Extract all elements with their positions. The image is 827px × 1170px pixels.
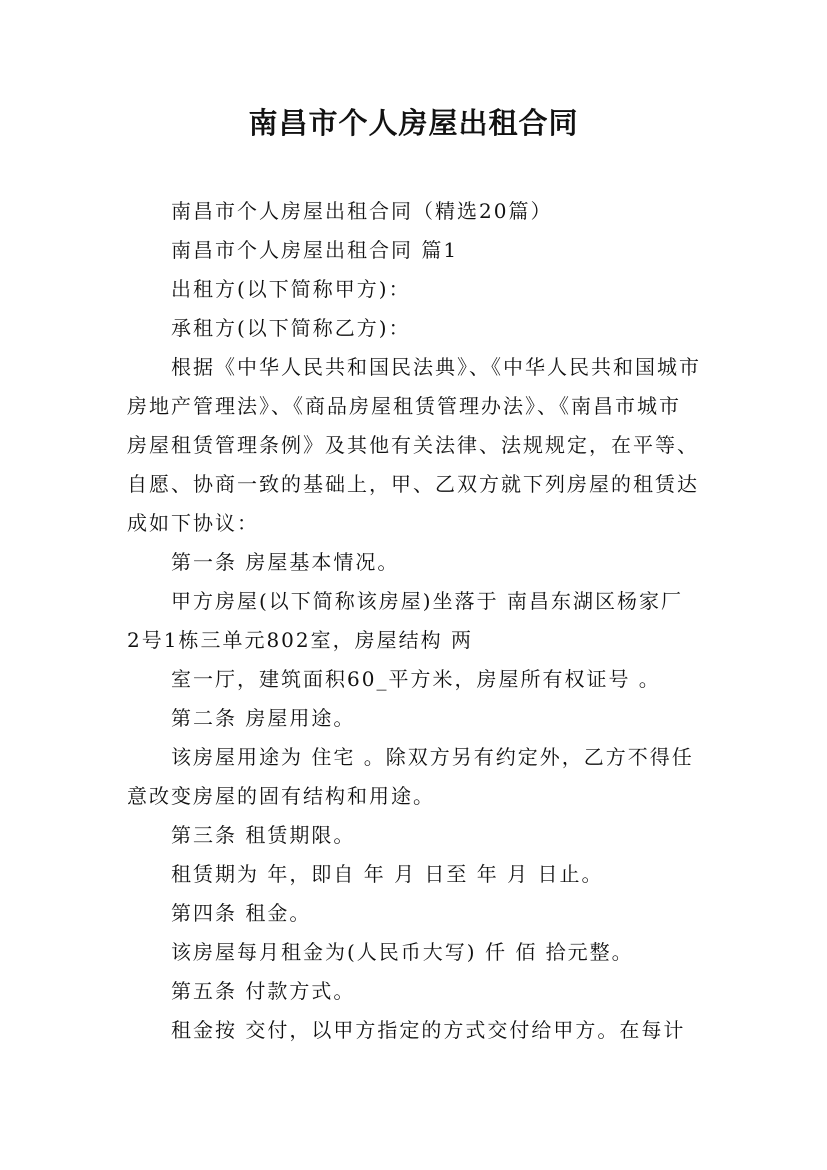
- text-line: 第三条 租赁期限。: [171, 823, 356, 847]
- document-title: 南昌市个人房屋出租合同: [248, 106, 579, 140]
- text-line: 成如下协议：: [127, 511, 259, 535]
- text-line: 根据《中华人民共和国民法典》、《中华人民共和国城市: [171, 355, 701, 379]
- text-line: 出租方(以下简称甲方)：: [171, 277, 411, 301]
- text-line: 承租方(以下简称乙方)：: [171, 316, 411, 340]
- text-line: 甲方房屋(以下简称该房屋)坐落于 南昌东湖区杨家厂: [171, 589, 683, 613]
- text-line: 室一厅，建筑面积60_平方米，房屋所有权证号 。: [171, 667, 661, 691]
- text-line: 第一条 房屋基本情况。: [171, 550, 400, 574]
- text-line: 自愿、协商一致的基础上，甲、乙双方就下列房屋的租赁达: [127, 472, 699, 496]
- text-line: 租赁期为 年，即自 年 月 日至 年 月 日止。: [171, 862, 604, 886]
- text-line: 第二条 房屋用途。: [171, 706, 356, 730]
- text-line: 南昌市个人房屋出租合同 篇1: [171, 238, 459, 262]
- text-line: 意改变房屋的固有结构和用途。: [127, 784, 435, 808]
- text-line: 该房屋每月租金为(人民币大写) 仟 佰 拾元整。: [171, 940, 634, 964]
- text-line: 房屋租赁管理条例》及其他有关法律、法规规定，在平等、: [127, 433, 699, 457]
- text-line: 租金按 交付，以甲方指定的方式交付给甲方。在每计: [171, 1018, 686, 1042]
- text-line: 第四条 租金。: [171, 901, 312, 925]
- text-line: 2号1栋三单元802室，房屋结构 两: [127, 628, 473, 652]
- text-line: 南昌市个人房屋出租合同（精选20篇）: [171, 199, 553, 223]
- text-line: 第五条 付款方式。: [171, 979, 356, 1003]
- text-line: 该房屋用途为 住宅 。除双方另有约定外，乙方不得任: [171, 745, 694, 769]
- text-line: 房地产管理法》、《商品房屋租赁管理办法》、《南昌市城市: [127, 394, 681, 418]
